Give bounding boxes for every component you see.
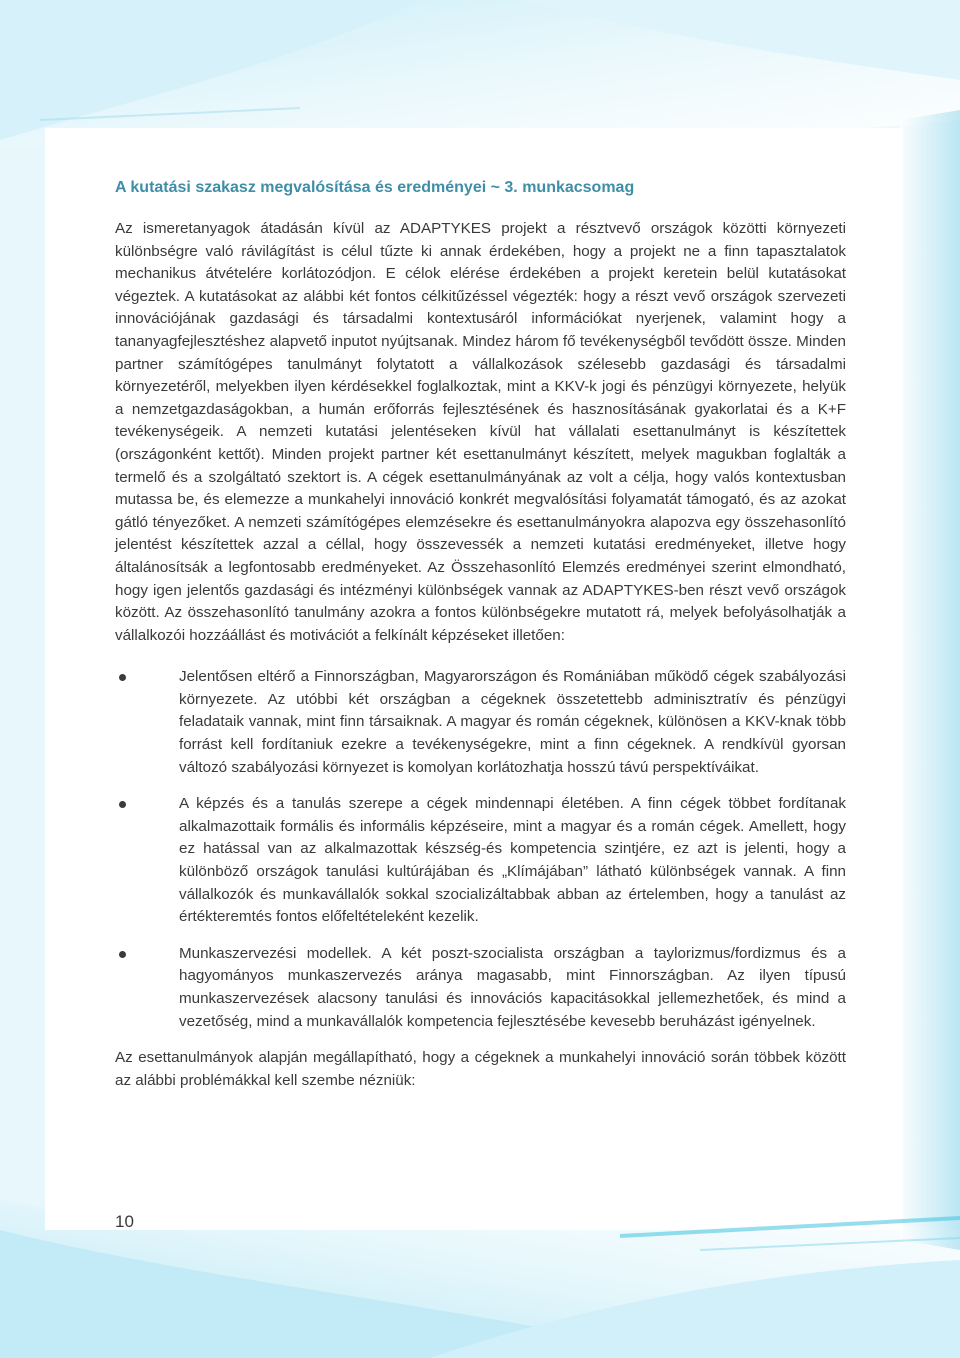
bullet-item xyxy=(115,666,846,779)
bullet-icon xyxy=(119,951,126,958)
body-paragraph: Az ismeretanyagok átadásán kívül az ADAPTYKES projekt a résztvevő országok közötti környezeti különbségre való rávilágítást is célul tűzte ki annak érdekében, hogy a projekt ne a finn tapasztalatok mechanikus átvételére korlátozódjon. E célok elérése érdekében a projekt keretein belül kutatásokat végeztek. A kutatásokat az alábbi két fontos célkitűzéssel végezték: hogy a részt vevő országok szervezeti innovációjának gazdasági és társadalmi kontextusáról információkat nyerjenek, valamint hogy a tananyagfejlesztéshez alapvető inputot nyújtsanak. Mindez három fő tevékenységből tevődött össze. Minden partner számítógépes tanulmányt folytatott a vállalkozások szélesebb gazdasági és társadalmi környezetéről, melyekben ilyen kérdésekkel foglalkoztak, mint a KKV-k jogi és pénzügyi környezete, helyük a nemzetgazdaságokban, a humán erőforrás fejlesztésének és hasznosításának gyakorlatai és a K+F tevékenységeik. A nemzeti kutatási jelentéseken kívül hat vállalati esettanulmányt is készítettek (országonként kettőt). Minden projekt partner két esettanulmányt készített, melyek magukban foglalták a termelő és a szolgáltató szektort is. A cégek esettanulmányának az volt a célja, hogy valós kontextusban mutassa be, és elemezze a munkahelyi innováció konkrét megvalósítási folyamatát támogató, és az azokat gátló tényezőket. A nemzeti számítógépes elemzésekre és esettanulmányokra alapozva egy összehasonlító jelentést készítettek azzal a céllal, hogy összevessék a nemzeti kutatási eredményeket, illetve hogy általánosítsák a legfontosabb eredményeket. Az Összehasonlító Elemzés eredményei szerint elmondható, hogy igen jelentős gazdasági és intézményi különbségek vannak az ADAPTYKES-ben részt vevő országok között. Az összehasonlító tanulmány azokra a fontos különbségekre mutatott rá, melyek befolyásolhatják a vállalkozói hozzáállást és motivációt a felkínált képzéseket illetően: xyxy=(115,220,846,644)
bullet-text: Jelentősen eltérő a Finnországban, Magyarországon és Romániában működő cégek szabályozási környezete. Az utóbbi két országban a cégeknek összetettebb adminisztratív és pénzügyi feladataik vannak, mint finn társaiknak. A magyar és román cégeknek, különösen a KKV-knak több forrást kell fordítaniuk ezekre a tevékenységekre, mint a finn cégeknek. A rendkívül gyorsan változó szabályozási környezet is komolyan korlátozhatja hosszú távú perspektíváikat. xyxy=(179,668,846,776)
section-heading: A kutatási szakasz megvalósítása és eredményei ~ 3. munkacsomag xyxy=(115,179,635,196)
bullet-item xyxy=(115,943,846,1033)
bullet-list xyxy=(115,666,846,1033)
bullet-text: A képzés és a tanulás szerepe a cégek mindennapi életében. A finn cégek többet fordítanak alkalmazottaik formális és informális képzéseire, mint a magyar és a román cégek. Amellett, hogy ez hatással van az alkalmazottak készség-és kompetencia szintjére, ez azt is jelenti, hogy a különböző országok tanulási kultúrájában és „Klímájában” látható különbségek vannak. A finn vállalkozók és munkavállalók sokkal szocializáltabbak abban az értelemben, hogy a tanulást az értékteremtés fontos előfeltételeként kezelik. xyxy=(179,795,846,926)
page-number: 10 xyxy=(115,1212,134,1231)
bullet-item xyxy=(115,793,846,929)
bullet-icon xyxy=(119,674,126,681)
bullet-icon xyxy=(119,801,126,808)
document-body xyxy=(115,178,846,1092)
closing-paragraph: Az esettanulmányok alapján megállapítható, hogy a cégeknek a munkahelyi innováció során többek között az alábbi problémákkal kell szembe nézniük: xyxy=(115,1049,846,1089)
bullet-text: Munkaszervezési modellek. A két poszt-szocialista országban a taylorizmus/fordizmus és a hagyományos munkaszervezés aránya magasabb, mint Finnországban. Az ilyen típusú munkaszervezések alacsony tanulási és innovációs kapacitásokkal jellemezhetőek, és mind a vezetőség, mind a munkavállalók kompetencia fejlesztésébe kevesebb beruházást igényelnek. xyxy=(179,944,846,1030)
